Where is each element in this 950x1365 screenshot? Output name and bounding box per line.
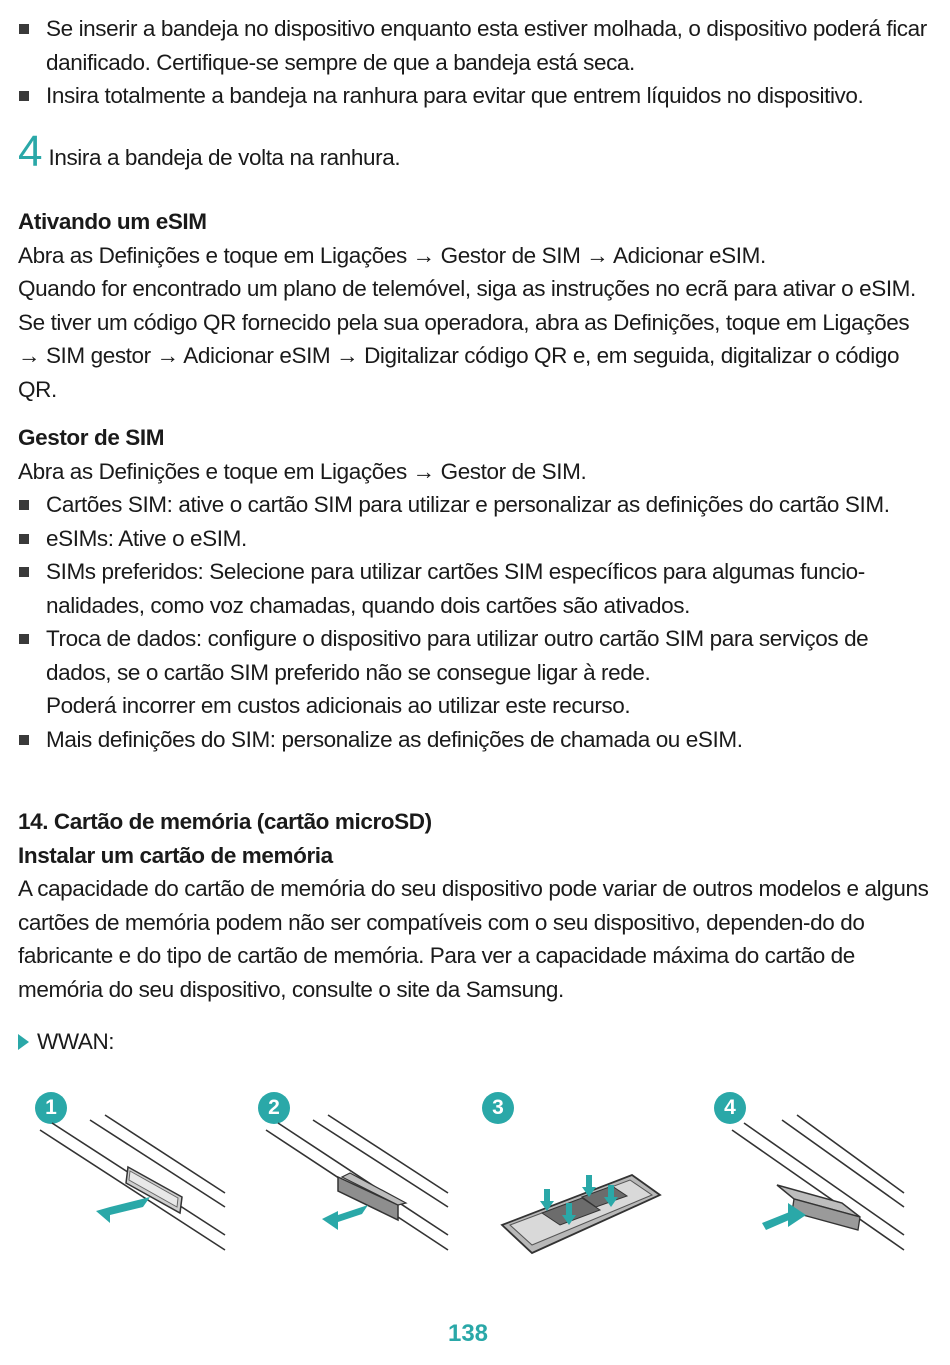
esim-line: Se tiver um código QR fornecido pela sua operadora, abra as Definições, toque em Ligações → SIM gestor → Adicionar eSIM → Digitalizar código QR e, em seguida, digitalizar o código QR. bbox=[18, 309, 910, 402]
triangle-right-icon bbox=[18, 1034, 29, 1050]
bullet-square-icon bbox=[19, 91, 29, 101]
step-number: 4 bbox=[18, 127, 43, 176]
memory-paragraph: A capacidade do cartão de memória do seu dispositivo pode variar de outros modelos e alguns cartões de memória podem não ser compatíveis com o seu dispositivo, dependen-do do fabricante e do tipo de cartão de memória. Para ver a capacidade máxima do cartão de memória do seu dispositivo, consulte o site da Samsung. bbox=[18, 876, 929, 1002]
memory-card-section bbox=[0, 805, 950, 1059]
esim-line: Abra as Definições e toque em Ligações → Gestor de SIM → Adicionar eSIM. bbox=[18, 242, 766, 268]
step-badge: 4 bbox=[714, 1092, 746, 1124]
device-slot-illustration bbox=[30, 1085, 230, 1265]
list-item: eSIMs: Ative o eSIM. bbox=[0, 522, 932, 556]
esim-heading: Ativando um eSIM bbox=[18, 209, 207, 234]
list-item: Insira totalmente a bandeja na ranhura para evitar que entrem líquidos no dispositivo. bbox=[0, 79, 932, 113]
bullet-square-icon bbox=[19, 24, 29, 34]
esim-section bbox=[0, 205, 950, 406]
step-badge: 1 bbox=[35, 1092, 67, 1124]
bullet-square-icon bbox=[19, 534, 29, 544]
sim-manager-heading: Gestor de SIM bbox=[18, 425, 165, 450]
wwan-label: WWAN: bbox=[37, 1029, 115, 1054]
step-text: Insira a bandeja de volta na ranhura. bbox=[48, 145, 401, 170]
tray-insertion-illustration bbox=[712, 1085, 912, 1265]
list-item: Mais definições do SIM: personalize as definições de chamada ou eSIM. bbox=[0, 723, 932, 757]
step-badge: 3 bbox=[482, 1092, 514, 1124]
sim-manager-note: Poderá incorrer em custos adicionais ao utilizar este recurso. bbox=[46, 693, 631, 718]
bullet-square-icon bbox=[19, 634, 29, 644]
wwan-label-row bbox=[0, 1025, 932, 1059]
sim-manager-intro: Abra as Definições e toque em Ligações → Gestor de SIM. bbox=[18, 458, 587, 484]
bullet-square-icon bbox=[19, 500, 29, 510]
step-badge: 2 bbox=[258, 1092, 290, 1124]
esim-line: Quando for encontrado um plano de telemóvel, siga as instruções no ecrã para ativar o eSIM. bbox=[18, 276, 916, 301]
list-item: Se inserir a bandeja no dispositivo enquanto esta estiver molhada, o dispositivo poderá ficar danificado. Certifique-se sempre de que a bandeja está seca. bbox=[0, 12, 932, 79]
list-item: SIMs preferidos: Selecione para utilizar cartões SIM específicos para algumas funcio-nalidades, como voz chamadas, quando dois cartões são ativados. bbox=[0, 555, 932, 622]
step-4 bbox=[18, 127, 401, 176]
list-item: Troca de dados: configure o dispositivo para utilizar outro cartão SIM para serviços de dados, se o cartão SIM preferido não se consegue ligar à rede. Poderá incorrer em custos adicionais ao utilizar este recurso. bbox=[0, 622, 932, 723]
tray-removal-illustration bbox=[258, 1085, 458, 1265]
section-title: 14. Cartão de memória (cartão microSD) bbox=[18, 809, 432, 834]
bullet-square-icon bbox=[19, 735, 29, 745]
tray-cards-illustration bbox=[482, 1085, 682, 1275]
intro-bullet-list bbox=[0, 12, 950, 113]
page-number: 138 bbox=[447, 1320, 489, 1347]
list-item: Cartões SIM: ative o cartão SIM para utilizar e personalizar as definições do cartão SIM. bbox=[0, 488, 932, 522]
memory-subheading: Instalar um cartão de memória bbox=[18, 842, 333, 868]
sim-manager-section bbox=[0, 421, 950, 756]
bullet-square-icon bbox=[19, 567, 29, 577]
